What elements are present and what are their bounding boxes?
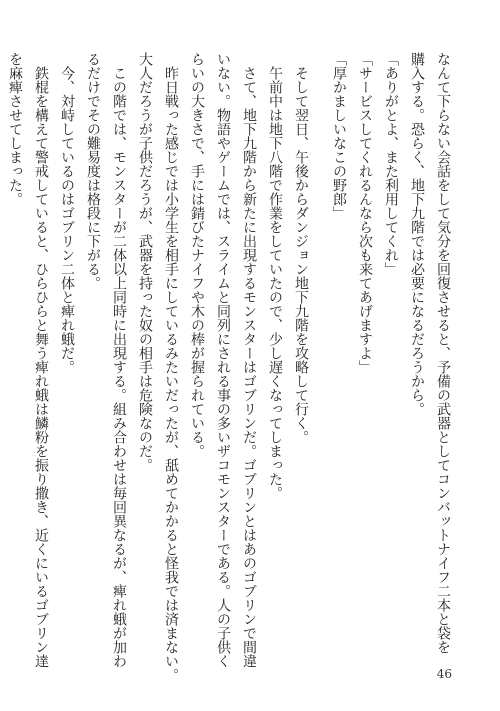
text-line: 今、対峙しているのはゴブリン二体と痺れ蛾だ。 [59, 66, 75, 374]
text-line: を麻痺させてしまった。 [7, 52, 23, 206]
dialogue-line: 「サービスしてくれるんなら次も来てあげますよ」 [357, 52, 373, 374]
page-number: 46 [436, 667, 452, 681]
text-line: いない。物語やゲームでは、スライムと同列にされる事の多いザコモンスターである。人の子供く [215, 52, 231, 668]
text-line: そして翌日、午後からダンジョン地下九階を攻略して行く。 [293, 66, 309, 444]
dialogue-line: 「厚かましいなこの野郎」 [331, 52, 347, 220]
dialogue-line: 「ありがとよ、また利用してくれ」 [383, 52, 399, 276]
text-line: さて、地下九階から新たに出現するモンスターはゴブリンだ。ゴブリンとはあのゴブリンで間違 [241, 66, 257, 668]
text-line: るだけでその難易度は格段に下がる。 [85, 52, 101, 290]
text-line: 昨日戦った感じでは小学生を相手にしているみたいだったが、舐めてかかると怪我では済まない。 [163, 66, 179, 682]
text-line: 大人だろうが子供だろうが、武器を持った奴の相手は危険なのだ。 [137, 52, 153, 472]
text-line: 購入する。恐らく、地下九階では必要になるだろうから。 [409, 52, 425, 416]
text-line: らいの大きさで、手には錆びたナイフや木の棒が握られている。 [189, 52, 205, 458]
text-line: 午前中は地下八階で作業をしていたので、少し遅くなってしまった。 [267, 66, 283, 500]
text-line: この階では、モンスターが二体以上同時に出現する。組み合わせは毎回異なるが、痺れ蛾が加わ [111, 66, 127, 668]
text-line: なんて下らない会話をして気分を回復させると、予備の武器としてコンバットナイフ二本と袋を [435, 52, 451, 654]
text-line: 鉄棍を構えて警戒していると、ひらひらと舞う痺れ蛾は鱗粉を振り撒き、近くにいるゴブリン達 [33, 66, 49, 668]
